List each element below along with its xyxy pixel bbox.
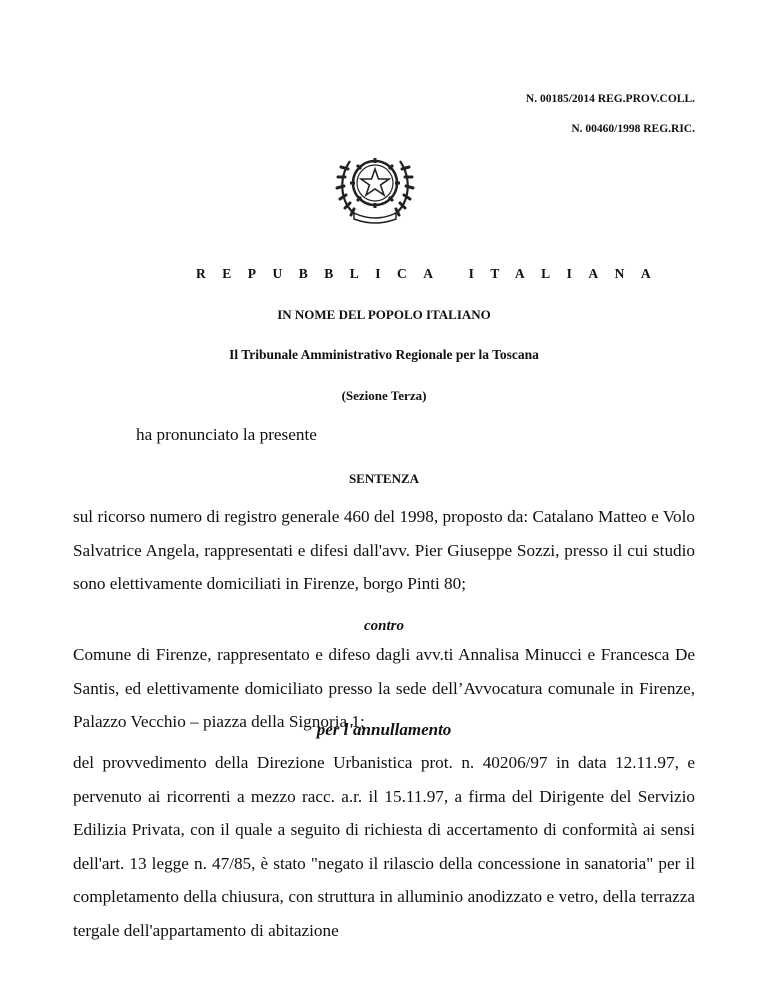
in-name-line: IN NOME DEL POPOLO ITALIANO [277, 307, 491, 322]
contro-heading: contro [363, 618, 404, 634]
italian-republic-emblem-icon [334, 145, 416, 227]
annullamento-heading: per l'annullamento [316, 720, 452, 739]
contro-paragraph: Comune di Firenze, rappresentato e difeso dagli avv.ti Annalisa Minucci e Francesca De Santis, ed elettivamente domiciliato presso la sede dell’Avvocatura comunale in Firenze, Palazzo Vecchio – piazza della Signoria 1; [73, 645, 695, 732]
ricorso-paragraph: sul ricorso numero di registro generale 460 del 1998, proposto da: Catalano Matteo e Volo Salvatrice Angela, rappresentati e difesi dall'avv. Pier Giuseppe Sozzi, presso il cui studio sono elettivamente domiciliati in Firenze, borgo Pinti 80; [73, 507, 695, 594]
court-name: Il Tribunale Amministrativo Regionale per la Toscana [229, 347, 539, 362]
ref-prov-coll: N. 00185/2014 REG.PROV.COLL. [525, 93, 695, 105]
ref-ric: N. 00460/1998 REG.RIC. [571, 123, 695, 135]
republic-title: REPUBBLICA ITALIANA [196, 266, 668, 281]
case-references [526, 84, 695, 144]
annullamento-paragraph: del provvedimento della Direzione Urbanistica prot. n. 40206/97 in data 12.11.97, e pervenuto ai ricorrenti a mezzo racc. a.r. il 15.11.97, a firma del Dirigente del Servizio Edilizia Privata, con il quale a seguito di richiesta di accertamento di conformità ai sensi dell'art. 13 legge n. 47/85, è stato "negato il rilascio della concessione in sanatoria" per il completamento della chiusura, con struttura in alluminio anodizzato e vetro, della terrazza tergale dell'appartamento di abitazione [73, 753, 695, 940]
sentenza-heading: SENTENZA [348, 471, 420, 486]
intro-line: ha pronunciato la presente [136, 425, 317, 444]
section-name: (Sezione Terza) [341, 388, 427, 403]
